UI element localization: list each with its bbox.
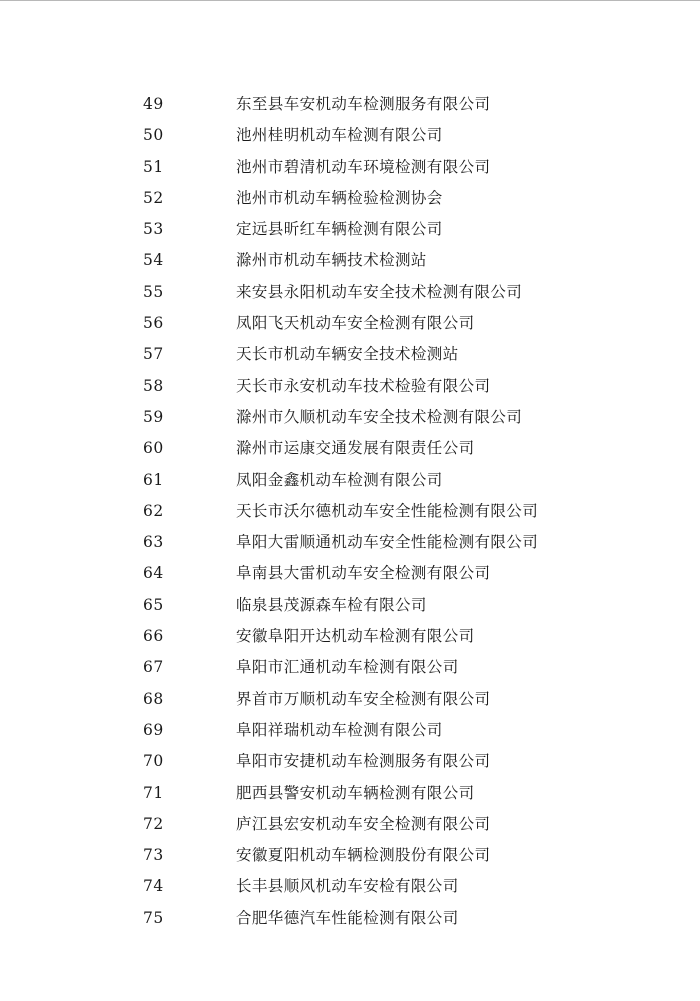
company-name: 安徽阜阳开达机动车检测有限公司 (236, 627, 475, 646)
company-name: 长丰县顺风机动车安检有限公司 (236, 877, 459, 896)
company-name: 安徽夏阳机动车辆检测股份有限公司 (236, 846, 491, 865)
row-number: 60 (143, 439, 164, 458)
company-name: 阜南县大雷机动车安全检测有限公司 (236, 564, 491, 583)
company-name: 阜阳市安捷机动车检测服务有限公司 (236, 752, 491, 771)
row-number: 70 (143, 752, 164, 771)
row-number: 67 (143, 658, 164, 677)
company-name: 滁州市久顺机动车安全技术检测有限公司 (236, 407, 523, 426)
list-item (0, 809, 700, 840)
list-item (0, 465, 700, 496)
list-item (0, 652, 700, 683)
company-name: 凤阳金鑫机动车检测有限公司 (236, 470, 443, 489)
row-number: 57 (143, 345, 164, 364)
list-item (0, 371, 700, 402)
list-item (0, 684, 700, 715)
row-number: 54 (143, 251, 164, 270)
row-number: 73 (143, 846, 164, 865)
company-list (0, 89, 700, 934)
row-number: 75 (143, 908, 164, 927)
list-item (0, 308, 700, 339)
company-name: 池州桂明机动车检测有限公司 (236, 126, 443, 145)
row-number: 55 (143, 282, 164, 301)
list-item (0, 840, 700, 871)
company-name: 池州市碧清机动车环境检测有限公司 (236, 157, 491, 176)
company-name: 滁州市运康交通发展有限责任公司 (236, 439, 475, 458)
list-item (0, 89, 700, 120)
list-item (0, 871, 700, 902)
company-name: 临泉县茂源森车检有限公司 (236, 595, 427, 614)
list-item (0, 590, 700, 621)
row-number: 56 (143, 314, 164, 333)
company-name: 界首市万顺机动车安全检测有限公司 (236, 689, 491, 708)
row-number: 49 (143, 95, 164, 113)
company-name: 来安县永阳机动车安全技术检测有限公司 (236, 282, 523, 301)
list-item (0, 214, 700, 245)
company-name: 东至县车安机动车检测服务有限公司 (236, 95, 491, 113)
company-name: 肥西县警安机动车辆检测有限公司 (236, 783, 475, 802)
row-number: 53 (143, 220, 164, 239)
list-item (0, 152, 700, 183)
company-name: 阜阳市汇通机动车检测有限公司 (236, 658, 459, 677)
row-number: 51 (143, 157, 164, 176)
list-item (0, 715, 700, 746)
list-item (0, 903, 700, 934)
company-name: 天长市沃尔德机动车安全性能检测有限公司 (236, 501, 539, 520)
company-name: 定远县昕红车辆检测有限公司 (236, 220, 443, 239)
company-name: 天长市机动车辆安全技术检测站 (236, 345, 459, 364)
company-name: 合肥华德汽车性能检测有限公司 (236, 908, 459, 927)
list-item (0, 778, 700, 809)
list-item (0, 277, 700, 308)
list-item (0, 558, 700, 589)
row-number: 63 (143, 533, 164, 552)
company-name: 凤阳飞天机动车安全检测有限公司 (236, 314, 475, 333)
list-item (0, 433, 700, 464)
row-number: 58 (143, 376, 164, 395)
list-item (0, 120, 700, 151)
list-item (0, 527, 700, 558)
row-number: 64 (143, 564, 164, 583)
row-number: 72 (143, 814, 164, 833)
row-number: 52 (143, 188, 164, 207)
list-item (0, 621, 700, 652)
row-number: 69 (143, 720, 164, 739)
row-number: 68 (143, 689, 164, 708)
row-number: 59 (143, 407, 164, 426)
list-item (0, 183, 700, 214)
company-name: 滁州市机动车辆技术检测站 (236, 251, 427, 270)
list-item (0, 339, 700, 370)
list-item (0, 402, 700, 433)
row-number: 74 (143, 877, 164, 896)
company-name: 天长市永安机动车技术检验有限公司 (236, 376, 491, 395)
row-number: 66 (143, 627, 164, 646)
company-name: 池州市机动车辆检验检测协会 (236, 188, 443, 207)
list-item (0, 746, 700, 777)
row-number: 62 (143, 501, 164, 520)
row-number: 71 (143, 783, 164, 802)
company-name: 阜阳祥瑞机动车检测有限公司 (236, 720, 443, 739)
row-number: 61 (143, 470, 164, 489)
list-item (0, 245, 700, 276)
row-number: 65 (143, 595, 164, 614)
company-name: 庐江县宏安机动车安全检测有限公司 (236, 814, 491, 833)
list-item (0, 496, 700, 527)
row-number: 50 (143, 126, 164, 145)
company-name: 阜阳大雷顺通机动车安全性能检测有限公司 (236, 533, 539, 552)
